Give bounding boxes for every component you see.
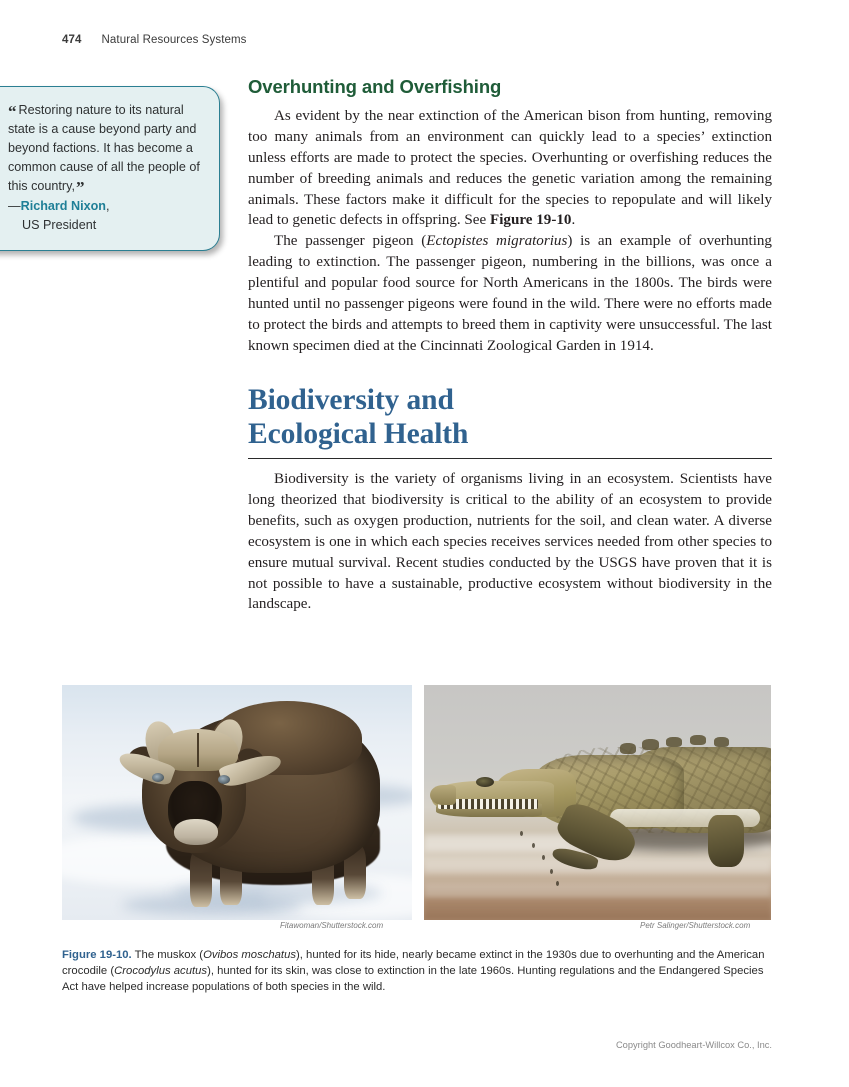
figure-reference: Figure 19-10 [489,212,572,229]
open-quote-mark: “ [8,102,17,121]
pull-quote-attribution [8,197,203,234]
photo-credit-right: Petr Salinger/Shutterstock.com [640,921,751,930]
paragraph-text-end: . [571,212,576,229]
heading-line-2: Ecological Health [248,417,469,450]
attribution-role: US President [22,217,97,232]
caption-text: The muskox ( [131,949,204,961]
close-quote-mark: ” [75,177,85,197]
running-head [62,34,247,46]
heading-line-1: Biodiversity and [248,383,454,416]
crocodile-snout [430,785,456,805]
heading-divider-rule [248,458,772,459]
paragraph-passenger-pigeon [248,231,772,356]
muskox-eye [218,775,230,784]
paragraph-text: The passenger pigeon ( [274,233,427,250]
muskox-eye [152,773,164,782]
footer-copyright: Copyright Goodheart-Willcox Co., Inc. [615,1040,772,1050]
caption-text: ), hunted for its hide, nearly became extinct in the 1930s due to overhunting and the American crocodile ( [62,949,765,978]
attribution-dash: — [8,199,21,214]
muskox-photo [62,685,412,920]
pull-quote-container [0,86,220,251]
snow-background [62,685,412,920]
section-heading-biodiversity [248,383,772,451]
chapter-title: Natural Resources Systems [101,34,247,46]
shoreline-background [424,685,771,920]
paragraph-text: As evident by the near extinction of the American bison from hunting, removing too many animals from an environment can quickly lead to a species’ extinction unless efforts are made to protect the species. Overhunting or overfishing reduces the number of breeding animals and reduces the genetic variation among the remaining animals. These factors make it difficult for the species to repopulate and will likely lead to genetic defects in offspring. See [248,108,772,229]
attribution-name: Richard Nixon [20,199,106,214]
section-heading-overhunting: Overhunting and Overfishing [248,76,502,97]
caption-text-end: ), hunted for its skin, was close to extinction in the late 1960s. Hunting regulations and the Endangered Species Act have helped increase populations of both species in the wild. [62,965,764,994]
pull-quote-text: Restoring nature to its natural state is a cause beyond party and beyond factions. It has become a common cause of all the people of this country, [8,103,200,193]
main-text-column [248,76,772,615]
figure-caption [62,947,774,995]
crocodile-rear-leg [708,815,744,867]
figure-caption-number: Figure 19-10. [62,949,132,961]
pull-quote-box [0,86,220,251]
photo-credit-left: Fitawoman/Shutterstock.com [280,921,384,930]
figure-photo-row [62,685,772,920]
caption-latin-name-crocodile: Crocodylus acutus [114,965,208,978]
attribution-comma: , [105,199,110,214]
crocodile-eye [476,777,494,787]
paragraph-text-end: ) is an example of overhunting leading to extinction. The passenger pigeon, numbering in the billions, was once a plentiful and popular food source for North Americans in the 1800s. The birds were hunted until no passenger pigeons were found in the wild. There were no efforts made to protect the birds and attempts to breed them in captivity were unsuccessful. The last known specimen died at the Cincinnati Zoological Garden in 1914. [248,233,772,354]
page-number: 474 [62,34,82,46]
paragraph-biodiversity: Biodiversity is the variety of organisms living in an ecosystem. Scientists have long theorized that biodiversity is critical to the ability of an ecosystem to provide benefits, such as oxygen production, nutrients for the soil, and clean water. A diverse ecosystem is one in which each species receives services needed from other species to ensure mutual survival. Recent studies conducted by the USGS have proven that it is not possible to have a sustainable, productive ecosystem without biodiversity in the landscape. [248,471,772,613]
paragraph-overhunting-1 [248,106,772,231]
species-latin-name: Ectopistes migratorius [426,233,568,250]
caption-latin-name-muskox: Ovibos moschatus [203,949,297,961]
crocodile-photo [424,685,771,920]
figure-19-10 [62,685,772,994]
muskox-nose [174,819,218,845]
